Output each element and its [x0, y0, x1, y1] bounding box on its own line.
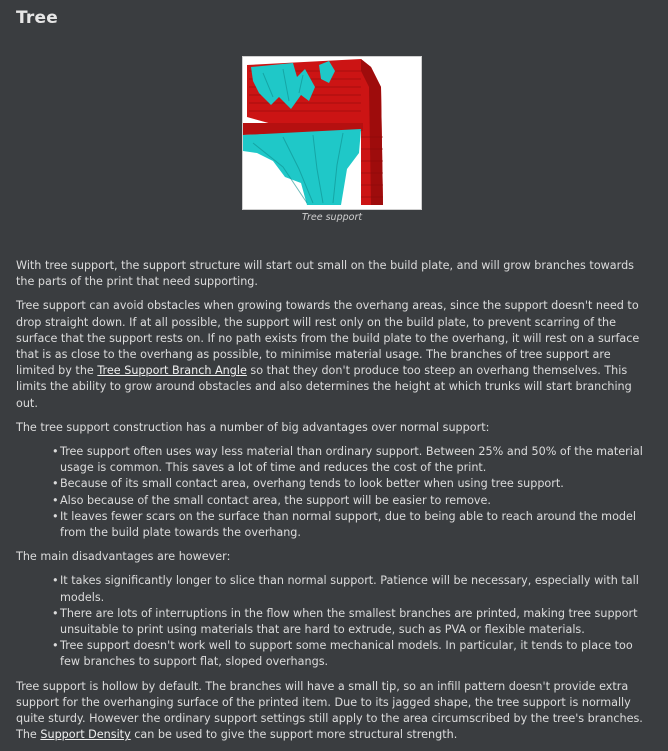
- article-body: [16, 258, 646, 751]
- paragraph-hollow: [16, 679, 646, 744]
- paragraph-hollow-text-b: can be used to give the support more structural strength.: [130, 728, 458, 742]
- paragraph-hollow-text-a: Tree support is hollow by default. The branches will have a small tip, so an infill pattern doesn't provide extra support for the overhanging surface of the printed item. Due to its jagged shape, the tree support is normally quite sturdy. However the ordinary support settings still apply to the area circumscribed by the tree's branches. The: [16, 679, 643, 742]
- support-density-link[interactable]: Support Density: [40, 728, 131, 742]
- list-item: • Tree support doesn't work well to support some mechanical models. In particular, it tends to place too few branches to support flat, sloped overhangs.: [52, 638, 646, 670]
- tree-support-render-icon: [243, 57, 421, 209]
- list-item: • Also because of the small contact area, the support will be easier to remove.: [52, 493, 646, 509]
- figure: [242, 56, 422, 224]
- list-item: • It leaves fewer scars on the surface than normal support, due to being able to reach around the model from the build plate towards the overhang.: [52, 509, 646, 541]
- paragraph-disadvantages-intro: The main disadvantages are however:: [16, 550, 231, 564]
- list-item: • Tree support often uses way less material than ordinary support. Between 25% and 50% of the material usage is common. This saves a lot of time and reduces the cost of the print.: [52, 444, 646, 476]
- list-item: • Because of its small contact area, overhang tends to look better when using tree support.: [52, 476, 646, 492]
- paragraph-obstacles: [16, 298, 646, 411]
- paragraph-intro: With tree support, the support structure will start out small on the build plate, and will grow branches towards the parts of the print that need supporting.: [16, 259, 634, 289]
- paragraph-advantages-intro: The tree support construction has a number of big advantages over normal support:: [16, 420, 490, 434]
- advantages-list: [16, 444, 646, 541]
- disadvantages-list: [16, 573, 646, 670]
- paragraph-obstacles-text-b: so that they don't produce too steep an overhang themselves. This limits the ability to grow around obstacles and also determines the height at which trunks will start branching out.: [16, 364, 632, 410]
- tree-support-branch-angle-link[interactable]: Tree Support Branch Angle: [97, 364, 247, 378]
- paragraph-obstacles-text-a: Tree support can avoid obstacles when growing towards the overhang areas, since the support doesn't need to drop straight down. If at all possible, the support will rest only on the build plate, to prevent scarring of the surface that the support rests on. If no path exists from the build plate to the overhang, it will rest on a surface that is as close to the overhang as possible, to minimise material usage. The branches of tree support are limited by the: [16, 299, 640, 378]
- tree-support-image: [242, 56, 422, 210]
- list-item: • There are lots of interruptions in the flow when the smallest branches are printed, making tree support unsuitable to print using materials that are hard to extrude, such as PVA or flexible materials.: [52, 606, 646, 638]
- page-title: Tree: [16, 8, 58, 28]
- list-item: • It takes significantly longer to slice than normal support. Patience will be necessary, especially with tall models.: [52, 573, 646, 605]
- figure-caption: Tree support: [301, 212, 363, 223]
